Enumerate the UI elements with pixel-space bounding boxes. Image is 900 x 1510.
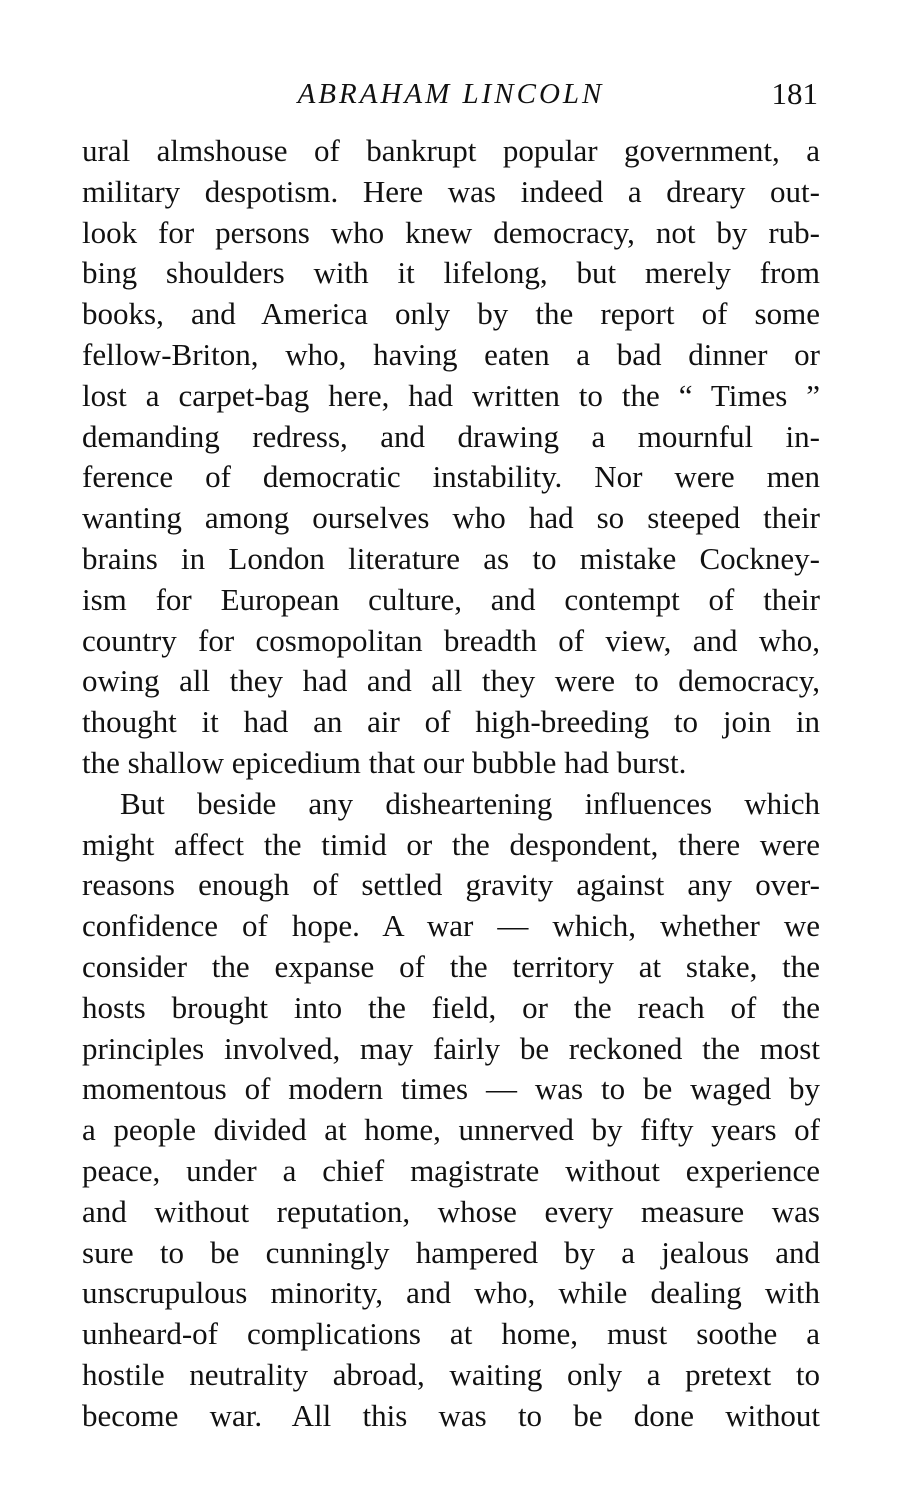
text-line: and without reputation, whose every measure was xyxy=(82,1193,820,1229)
text-line: hosts brought into the field, or the reach of the xyxy=(82,989,820,1025)
text-line: brains in London literature as to mistake Cockney- xyxy=(82,540,820,576)
text-line: unscrupulous minority, and who, while dealing with xyxy=(82,1275,820,1311)
text-line: principles involved, may fairly be reckoned the most xyxy=(82,1030,820,1066)
running-head xyxy=(82,72,820,116)
text-line: ural almshouse of bankrupt popular government, a xyxy=(82,133,820,168)
text-line: ference of democratic instability. Nor were men xyxy=(82,459,820,495)
text-line: unheard-of complications at home, must soothe a xyxy=(82,1316,820,1352)
text-line: become war. All this was to be done without xyxy=(82,1397,820,1433)
paragraph-start-line: But beside any disheartening influences which xyxy=(120,785,820,821)
body-text xyxy=(82,131,820,1437)
text-line: hostile neutrality abroad, waiting only a pretext to xyxy=(82,1356,820,1392)
text-line: owing all they had and all they were to democracy, xyxy=(82,663,820,699)
text-line: confidence of hope. A war — which, whether we xyxy=(82,908,820,944)
text-line: thought it had an air of high-breeding to join in xyxy=(82,704,820,740)
text-line: military despotism. Here was indeed a dreary out- xyxy=(82,173,820,209)
text-line: country for cosmopolitan breadth of view, and who, xyxy=(82,622,820,658)
text-line: lost a carpet-bag here, had written to the “ Times ” xyxy=(82,377,820,413)
text-line: a people divided at home, unnerved by fifty years of xyxy=(82,1112,820,1148)
running-title: ABRAHAM LINCOLN xyxy=(297,78,605,110)
text-line: fellow-Briton, who, having eaten a bad dinner or xyxy=(82,336,820,372)
text-line: reasons enough of settled gravity against any over- xyxy=(82,867,820,903)
text-line: wanting among ourselves who had so steeped their xyxy=(82,500,820,536)
text-line: books, and America only by the report of some xyxy=(82,296,820,332)
text-line: momentous of modern times — was to be waged by xyxy=(82,1071,820,1107)
text-line: might affect the timid or the despondent, there were xyxy=(82,826,820,862)
page-number: 181 xyxy=(771,76,818,111)
text-line: peace, under a chief magistrate without experience xyxy=(82,1152,820,1188)
text-line: bing shoulders with it lifelong, but merely from xyxy=(82,255,820,291)
text-line: sure to be cunningly hampered by a jealous and xyxy=(82,1234,820,1270)
text-line: demanding redress, and drawing a mournful in- xyxy=(82,418,820,454)
paragraph-end-line: the shallow epicedium that our bubble had burst. xyxy=(82,744,687,780)
text-line: look for persons who knew democracy, not by rub- xyxy=(82,214,820,250)
text-line: consider the expanse of the territory at stake, the xyxy=(82,948,820,984)
text-line: ism for European culture, and contempt of their xyxy=(82,581,820,617)
